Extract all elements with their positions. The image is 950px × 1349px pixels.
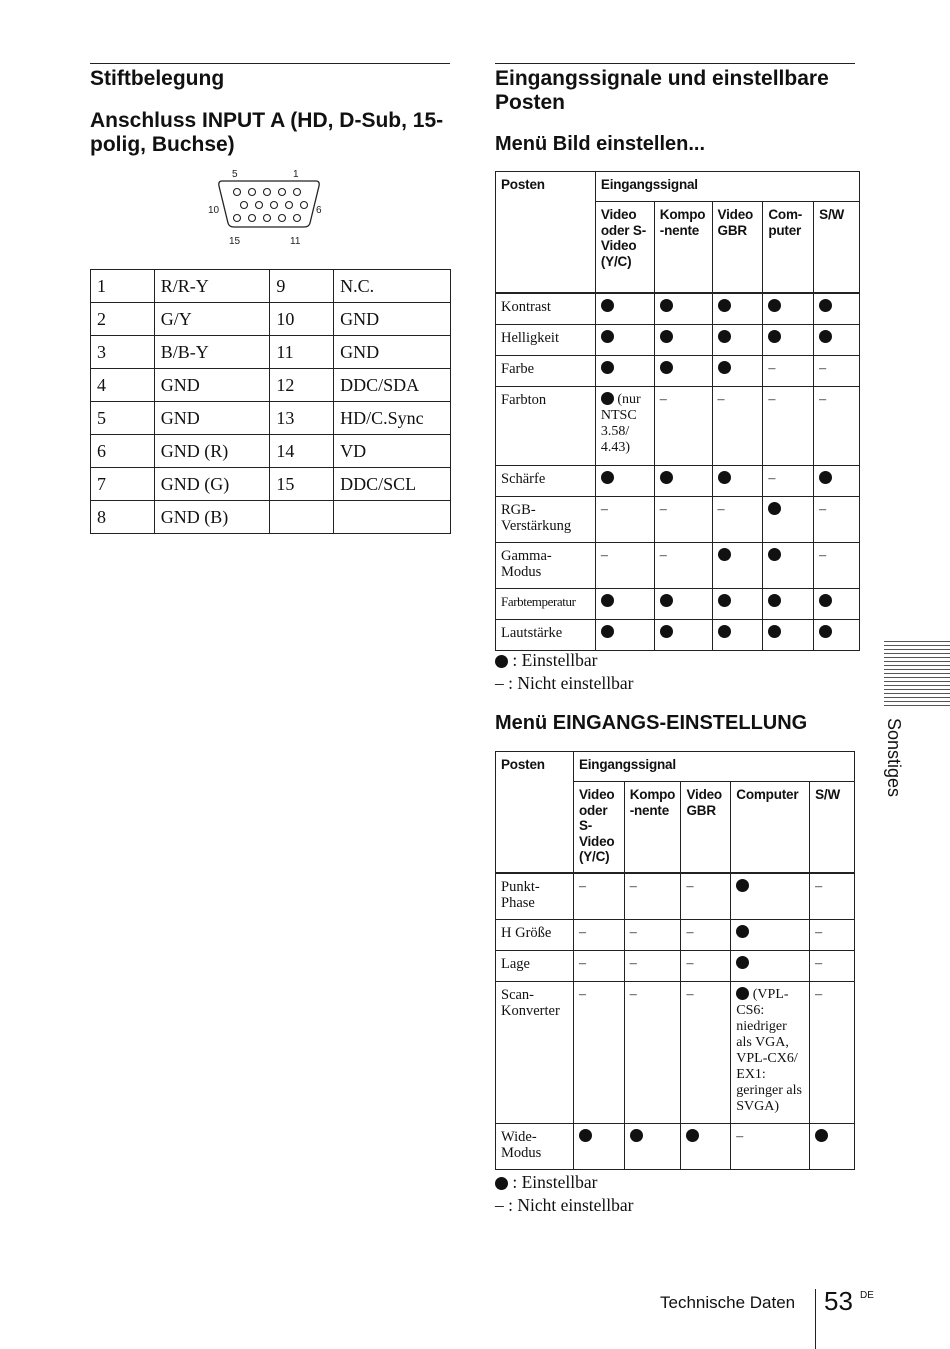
pin-label-15: 15 [229,236,241,247]
signal-cell: – [814,497,860,543]
table-row [91,468,451,501]
item-label: Helligkeit [496,325,596,356]
signal-cell [712,293,763,325]
dot-icon [819,625,832,638]
pin-number: 14 [270,435,334,468]
signal-cell: – [681,873,731,920]
pin-label-5: 5 [232,169,238,180]
table-row [496,620,860,651]
column-header: Video GBR [712,202,763,294]
pin-number: 11 [270,336,334,369]
page-lang: DE [860,1290,874,1301]
table-row [496,543,860,589]
column-header: Video oder S-Video (Y/C) [573,782,624,874]
dot-icon [660,625,673,638]
pin-number: 13 [270,402,334,435]
pin-number: 4 [91,369,155,402]
table2-legend-yes: : Einstellbar [495,1171,597,1194]
dot-icon [718,471,731,484]
signal-cell [654,466,712,497]
signal-cell [624,1124,681,1170]
signal-cell: – [681,920,731,951]
dot-icon [495,655,508,668]
table2-legend-no: – : Nicht einstellbar [495,1195,634,1215]
table-row [496,982,855,1124]
dot-icon [819,330,832,343]
dot-icon [630,1129,643,1142]
dot-icon [736,956,749,969]
table2-title: Menü EINGANGS-EINSTELLUNG [495,712,808,734]
dot-icon [819,594,832,607]
signal-cell: – [681,982,731,1124]
dot-icon [660,594,673,607]
signal-cell [731,920,810,951]
pin-number: 7 [91,468,155,501]
pin-number: 6 [91,435,155,468]
pin-signal: GND [334,336,451,369]
dot-icon [601,299,614,312]
connector-diagram [200,165,340,250]
dot-icon [819,299,832,312]
signal-cell: – [731,1124,810,1170]
column-header: S/W [814,202,860,294]
pin-signal: N.C. [334,270,451,303]
item-label: Schärfe [496,466,596,497]
signal-cell: – [573,920,624,951]
signal-cell [595,325,654,356]
page-number: 53 [824,1286,853,1316]
signal-cell [731,951,810,982]
signal-cell: – [573,951,624,982]
table-row [496,466,860,497]
pin-assignment-table [90,269,451,534]
pin-number: 15 [270,468,334,501]
signal-cell: – [573,982,624,1124]
pin-number [270,501,334,534]
item-label: Lage [496,951,574,982]
table-row [496,589,860,620]
dot-icon [601,625,614,638]
signal-cell: – [681,951,731,982]
signal-cell: – [763,387,814,466]
dot-icon [768,594,781,607]
dot-icon [736,987,749,1000]
pin-signal: B/B-Y [154,336,270,369]
pin-signal: R/R-Y [154,270,270,303]
table1-legend-yes: : Einstellbar [495,649,597,672]
signal-cell: – [624,951,681,982]
signal-cell [814,466,860,497]
picture-settings-table [495,171,860,651]
signal-cell [654,356,712,387]
right-heading-rule [495,63,855,64]
dot-icon [718,299,731,312]
signal-cell [654,325,712,356]
signal-cell: – [763,466,814,497]
table-row [496,1124,855,1170]
pin-signal: GND [154,369,270,402]
signal-cell [595,589,654,620]
cell-note: (VPL-CS6: niedriger als VGA, VPL-CX6/ EX1: geringer als SVGA) [736,987,802,1114]
table-row [496,497,860,543]
signal-cell [595,293,654,325]
dot-icon [815,1129,828,1142]
table-row [496,873,855,920]
column-header: Kompo-nente [654,202,712,294]
side-tab-label: Sonstiges [884,718,904,798]
pin-signal: HD/C.Sync [334,402,451,435]
dot-icon [660,299,673,312]
posten-header: Posten [496,752,574,874]
dot-icon [718,361,731,374]
table1-legend-no: – : Nicht einstellbar [495,673,634,693]
column-header: S/W [810,782,855,874]
signal-cell [731,873,810,920]
item-label: Farbtemperatur [496,589,596,620]
pin-signal: GND (R) [154,435,270,468]
signal-cell: – [810,873,855,920]
signal-cell: – [810,982,855,1124]
signal-cell: – [595,543,654,589]
item-label: Scan-Konverter [496,982,574,1124]
table-row [91,303,451,336]
pin-signal: GND (B) [154,501,270,534]
signal-cell [814,620,860,651]
signal-cell: – [573,873,624,920]
signal-cell [814,589,860,620]
signal-cell [712,356,763,387]
header-row [496,752,855,782]
column-header: Video oder S-Video (Y/C) [595,202,654,294]
dot-icon [718,625,731,638]
column-header: Kompo-nente [624,782,681,874]
dot-icon [768,548,781,561]
signal-cell: – [810,920,855,951]
item-label: H Größe [496,920,574,951]
dot-icon [768,502,781,515]
dot-icon [819,471,832,484]
table-row [91,369,451,402]
signal-cell: – [624,873,681,920]
dot-icon [601,330,614,343]
side-tab-stripes [884,641,950,707]
dot-icon [718,548,731,561]
signal-cell: – [654,497,712,543]
pin-number: 3 [91,336,155,369]
signal-cell: – [814,543,860,589]
signal-cell [654,293,712,325]
pin-label-1: 1 [293,169,299,180]
connector-subheading: Anschluss INPUT A (HD, D-Sub, 15-polig, Buchse) [90,109,444,156]
dot-icon [601,392,614,405]
dot-icon [718,330,731,343]
posten-header: Posten [496,172,596,294]
pin-signal: DDC/SCL [334,468,451,501]
item-label: Punkt-Phase [496,873,574,920]
table-row [91,402,451,435]
table-row [91,336,451,369]
signal-cell: – [712,387,763,466]
table-row [496,951,855,982]
signal-cell [681,1124,731,1170]
signal-cell [763,293,814,325]
pin-number: 5 [91,402,155,435]
dot-icon [660,471,673,484]
signal-cell: – [814,387,860,466]
signal-cell [810,1124,855,1170]
header-row [496,172,860,202]
signal-cell [595,466,654,497]
signal-cell [763,325,814,356]
signal-cell: – [595,497,654,543]
column-header: Computer [731,782,810,874]
pin-number: 10 [270,303,334,336]
signal-cell: – [814,356,860,387]
pin-signal [334,501,451,534]
pin-label-10: 10 [208,205,220,216]
dot-icon [601,594,614,607]
signal-cell: – [654,387,712,466]
signal-cell [814,293,860,325]
signal-cell [712,325,763,356]
signal-cell: – [712,497,763,543]
dot-icon [579,1129,592,1142]
table-row [91,501,451,534]
dot-icon [718,594,731,607]
input-settings-table [495,751,855,1170]
signal-cell [654,589,712,620]
signal-cell [712,543,763,589]
dot-icon [736,879,749,892]
signal-cell [712,620,763,651]
signal-cell [763,620,814,651]
signal-cell [763,497,814,543]
signal-cell [654,620,712,651]
item-label: Wide-Modus [496,1124,574,1170]
table1-title: Menü Bild einstellen... [495,133,706,155]
right-heading: Eingangssignale und einstellbare Posten [495,67,829,114]
signal-header: Eingangssignal [595,172,859,202]
pin-signal: GND [154,402,270,435]
signal-cell: – [810,951,855,982]
signal-cell: – [624,982,681,1124]
pin-number: 8 [91,501,155,534]
pin-label-11: 11 [290,236,301,247]
dot-icon [768,330,781,343]
left-heading: Stiftbelegung [90,67,225,90]
dot-icon [736,925,749,938]
table-row [496,387,860,466]
item-label: RGB-Verstärkung [496,497,596,543]
footer-section: Technische Daten [660,1293,796,1312]
signal-cell [595,620,654,651]
dot-icon [495,1177,508,1190]
signal-header: Eingangssignal [573,752,854,782]
table-row [496,356,860,387]
pin-signal: DDC/SDA [334,369,451,402]
left-heading-rule [90,63,450,64]
signal-cell [712,466,763,497]
table-row [496,325,860,356]
signal-cell [731,982,810,1124]
pin-label-6: 6 [316,205,322,216]
item-label: Farbton [496,387,596,466]
signal-cell [763,589,814,620]
pin-number: 2 [91,303,155,336]
dot-icon [660,361,673,374]
d-sub-connector-icon [200,165,340,250]
pin-signal: VD [334,435,451,468]
table-row [496,293,860,325]
pin-number: 9 [270,270,334,303]
signal-cell [712,589,763,620]
dot-icon [768,625,781,638]
cell-note: (nur NTSC 3.58/ 4.43) [600,392,641,455]
item-label: Lautstärke [496,620,596,651]
column-header: Video GBR [681,782,731,874]
signal-cell [573,1124,624,1170]
item-label: Kontrast [496,293,596,325]
dot-icon [686,1129,699,1142]
pin-signal: GND [334,303,451,336]
pin-number: 1 [91,270,155,303]
pin-signal: GND (G) [154,468,270,501]
item-label: Gamma-Modus [496,543,596,589]
signal-cell [595,356,654,387]
signal-cell [595,387,654,466]
dot-icon [768,299,781,312]
item-label: Farbe [496,356,596,387]
column-header: Com-puter [763,202,814,294]
pin-number: 12 [270,369,334,402]
footer-divider [815,1289,816,1349]
signal-cell: – [654,543,712,589]
dot-icon [601,361,614,374]
signal-cell: – [624,920,681,951]
dot-icon [660,330,673,343]
table-row [91,435,451,468]
table-row [91,270,451,303]
signal-cell: – [763,356,814,387]
pin-signal: G/Y [154,303,270,336]
signal-cell [763,543,814,589]
signal-cell [814,325,860,356]
table-row [496,920,855,951]
dot-icon [601,471,614,484]
